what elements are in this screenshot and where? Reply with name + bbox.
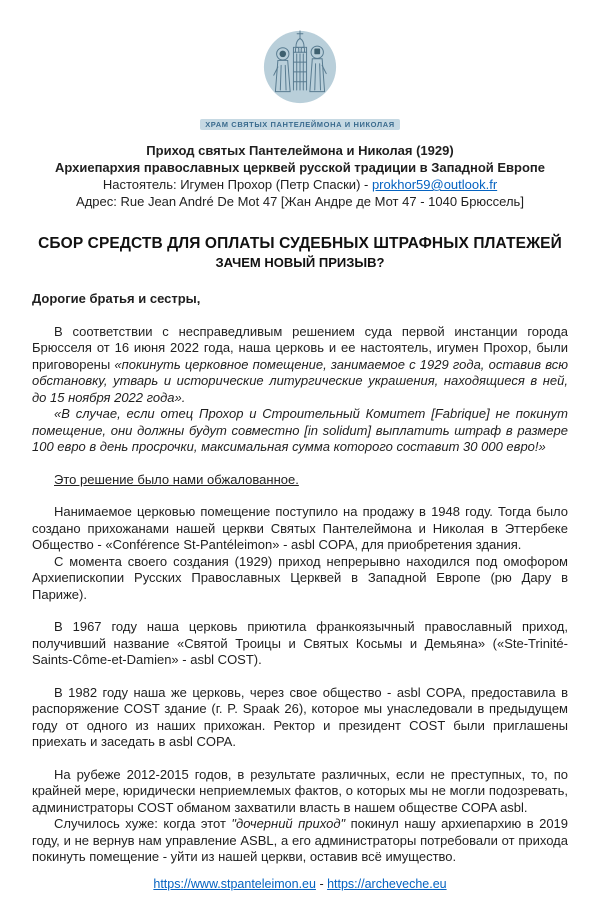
title-line-1: СБОР СРЕДСТВ ДЛЯ ОПЛАТЫ СУДЕБНЫХ ШТРАФНЫХ ПЛАТЕЖЕЙ [38, 235, 562, 252]
court-decision-text: В соответствии с несправедливым решением суда первой инстанции города Брюсселя от 16 июня 2022 года, наша церковь и ее настоятель, игумен Прохор, были приговорены [32, 323, 568, 372]
paragraph-worse [32, 816, 568, 866]
archdiocese-line: Архиепархия православных церквей русской традиции в Западной Европе [54, 160, 546, 175]
letterhead [32, 142, 568, 210]
title-line-2: ЗАЧЕМ НОВЫЙ ПРИЗЫВ? [215, 255, 385, 270]
rector-label: Настоятель: Игумен Прохор (Петр Спаски) - [102, 177, 372, 192]
document-title [32, 235, 568, 271]
worse-text-end: покинул нашу архиепархию в 2019 году, и не вернув нам управление ASBL, а его администраторы потребовали от прихода покинуть помещение - уйти из нашей церкви, оставив всё имущество. [32, 816, 569, 864]
stpanteleimon-link[interactable]: https://www.stpanteleimon.eu [153, 876, 316, 891]
parish-name: Приход святых Пантелеймона и Николая [146, 143, 413, 158]
parish-logo-caption [32, 114, 568, 132]
rector-email-link[interactable]: prokhor59@outlook.fr [371, 177, 498, 192]
appeal-text: Это решение было нами обжалованное. [54, 471, 299, 487]
paragraph-2012-2015: На рубеже 2012-2015 годов, в результате различных, если не преступных, то, по крайней мере, юридически неприемлемых фактов, о которых мы не могли подозревать, администраторы COST обманом захватили власть в нашем обществе COPA asbl. [32, 766, 568, 815]
footer-links [32, 876, 568, 892]
paragraph-1982: В 1982 году наша же церковь, через свое общество - asbl COPA, предоставила в распоряжение COST здание (г. P. Spaak 26), которое мы унаследовали в предыдущем году от одного из наших прихожан. Ректор и президент COST были приглашены приехать и заседать в asbl COPA. [32, 684, 568, 749]
address-line: Адрес: Rue Jean André De Mot 47 [Жан Андре де Мот 47 - 1040 Брюссель] [76, 194, 524, 209]
salutation: Дорогие братья и сестры, [32, 291, 201, 306]
parish-founding-year: (1929) [412, 143, 454, 158]
footer-link-separator: - [315, 876, 328, 891]
paragraph-court-decision [32, 324, 568, 407]
parish-logo [32, 26, 568, 132]
parish-name-line [32, 142, 568, 159]
paragraph-1948: Нанимаемое церковью помещение поступило на продажу в 1948 году. Тогда было создано прихожанами нашей церкви Святых Пантелеймона и Николая в Эттербеке Общество - «Conférence St-Pantéleimon» - asbl COPA, для приобретения здания. [32, 504, 568, 552]
parish-emblem-icon [259, 26, 341, 108]
letter-body [32, 291, 568, 866]
daughter-parish-quote: "дочерний приход" [231, 816, 346, 831]
paragraph-appeal [32, 472, 568, 489]
court-decision-quote: «покинуть церковное помещение, занимаемое с 1929 года, оставив всю обстановку, утварь и исторические литургические украшения, находящиеся в ней, до 15 ноября 2022 года». [32, 356, 568, 405]
parish-logo-caption-text: ХРАМ СВЯТЫХ ПАНТЕЛЕЙМОНА И НИКОЛАЯ [200, 119, 400, 130]
rector-line [32, 176, 568, 193]
worse-text-start: Случилось хуже: когда этот [54, 816, 232, 831]
paragraph-penalty-quote: «В случае, если отец Прохор и Строительный Комитет [Fabrique] не покинут помещение, они должны будут совместно [in solidum] выплатить штраф в размере 100 евро в день просрочки, максимальная сумма которого составит 30 000 евро!» [32, 406, 568, 454]
archeveche-link[interactable]: https://archeveche.eu [327, 876, 447, 891]
paragraph-1967: В 1967 году наша церковь приютила франкоязычный православный приход, получивший название «Святой Троицы и Святых Косьмы и Демьяна» («Ste-Trinité-Saints-Côme-et-Damien» - asbl COST). [32, 619, 568, 667]
paragraph-1929: С момента своего создания (1929) приход непрерывно находился под омофором Архиепископии Русских Православных Церквей в Западной Европе (рю Дару в Париже). [32, 553, 568, 602]
